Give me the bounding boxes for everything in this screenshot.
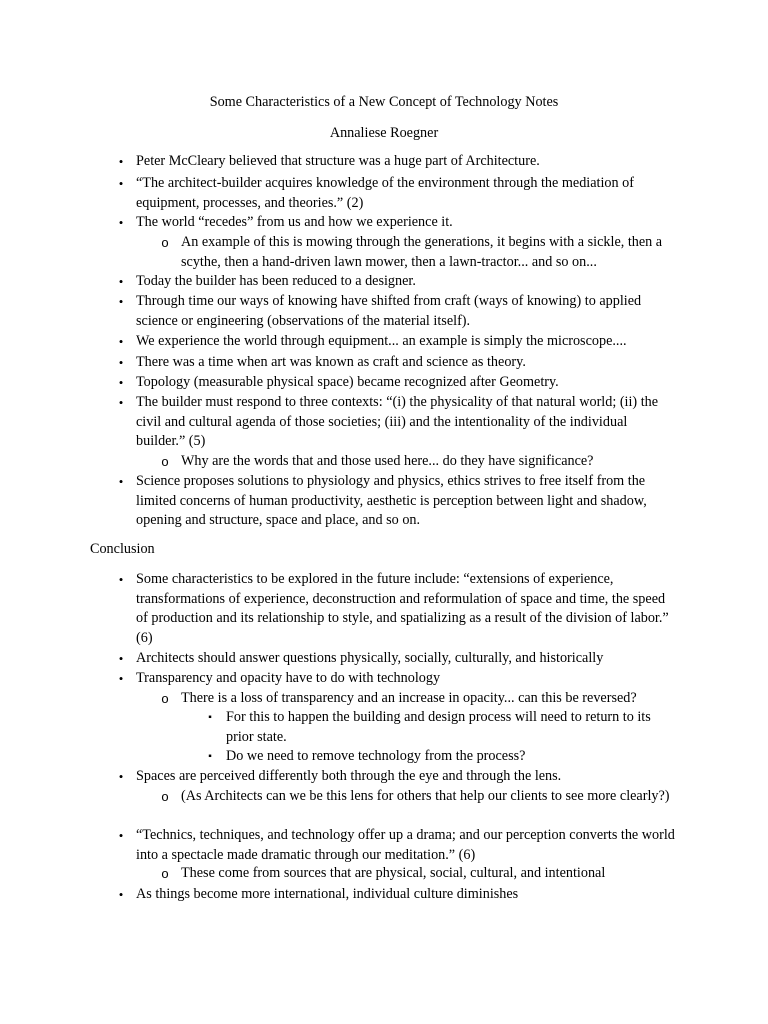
sub-list-item: There is a loss of transparency and an increase in opacity... can this be reversed? (181, 690, 637, 706)
list-item: Architects should answer questions physically, socially, culturally, and historically (136, 650, 604, 666)
bullet-disc-icon: • (118, 215, 124, 230)
document-author: Annaliese Roegner (329, 125, 439, 141)
bullet-disc-icon: • (118, 769, 124, 784)
bullet-disc-icon: • (118, 671, 124, 686)
list-item: We experience the world through equipment... an example is simply the microscope.... (136, 333, 627, 349)
list-item: As things become more international, individual culture diminishes (136, 886, 519, 902)
bullet-disc-icon: • (118, 474, 124, 489)
section-heading-conclusion: Conclusion (90, 541, 155, 557)
list-item: Peter McCleary believed that structure was a huge part of Architecture. (136, 153, 540, 169)
list-item: Today the builder has been reduced to a designer. (136, 273, 416, 289)
list-item: There was a time when art was known as craft and science as theory. (136, 354, 526, 370)
bullet-disc-icon: • (118, 375, 124, 390)
list-item: Science proposes solutions to physiology and physics, ethics strives to free itself from the limited concerns of human productivity, aesthetic is perception between light and shadow, opening and structure, space and place, and so on. (136, 473, 647, 529)
sub-list-item: (As Architects can we be this lens for others that help our clients to see more clearly?) (181, 788, 670, 804)
bullet-circle-icon: o (161, 235, 169, 250)
bullet-disc-icon: • (118, 176, 124, 191)
bullet-circle-icon: o (161, 454, 169, 469)
list-item: The world “recedes” from us and how we experience it. (136, 214, 453, 230)
list-item: Through time our ways of knowing have shifted from craft (ways of knowing) to applied science or engineering (observations of the material itself). (136, 293, 642, 329)
bullet-disc-icon: • (118, 154, 124, 169)
sub-list-item: Why are the words that and those used here... do they have significance? (181, 453, 594, 469)
bullet-circle-icon: o (161, 866, 169, 881)
list-item: Transparency and opacity have to do with technology (136, 670, 441, 686)
list-item: The builder must respond to three contexts: “(i) the physicality of that natural world; (ii) the civil and cultural agenda of those societies; (iii) and the intentionality of the individual builder.” (5) (136, 394, 659, 450)
sub-list-item: These come from sources that are physical, social, cultural, and intentional (181, 865, 606, 881)
list-item: Spaces are perceived differently both through the eye and through the lens. (136, 768, 562, 784)
sub-list-item: An example of this is mowing through the generations, it begins with a sickle, then a scythe, then a hand-driven lawn mower, then a lawn-tractor... and so on... (181, 234, 663, 270)
bullet-square-icon: ▪ (208, 712, 212, 723)
bullet-disc-icon: • (118, 355, 124, 370)
bullet-circle-icon: o (161, 789, 169, 804)
list-item: Topology (measurable physical space) became recognized after Geometry. (136, 374, 559, 390)
list-item: Some characteristics to be explored in the future include: “extensions of experience, transformations of experience, deconstruction and reformulation of space and time, the speed of production and its relationship to style, and spatializing as a result of the division of labor.” (6) (136, 571, 669, 646)
bullet-circle-icon: o (161, 691, 169, 706)
bullet-square-icon: ▪ (208, 751, 212, 762)
bullet-disc-icon: • (118, 651, 124, 666)
bullet-disc-icon: • (118, 294, 124, 309)
list-item: “Technics, techniques, and technology offer up a drama; and our perception converts the world into a spectacle made dramatic through our meditation.” (6) (136, 827, 675, 863)
bullet-disc-icon: • (118, 395, 124, 410)
sub-sub-list-item: Do we need to remove technology from the process? (226, 748, 526, 764)
bullet-disc-icon: • (118, 828, 124, 843)
bullet-disc-icon: • (118, 274, 124, 289)
bullet-disc-icon: • (118, 572, 124, 587)
sub-sub-list-item: For this to happen the building and design process will need to return to its prior state. (226, 709, 651, 745)
list-item: “The architect-builder acquires knowledge of the environment through the mediation of equipment, processes, and theories.” (2) (136, 175, 634, 211)
bullet-disc-icon: • (118, 334, 124, 349)
bullet-disc-icon: • (118, 887, 124, 902)
document-title: Some Characteristics of a New Concept of Technology Notes (209, 94, 559, 110)
